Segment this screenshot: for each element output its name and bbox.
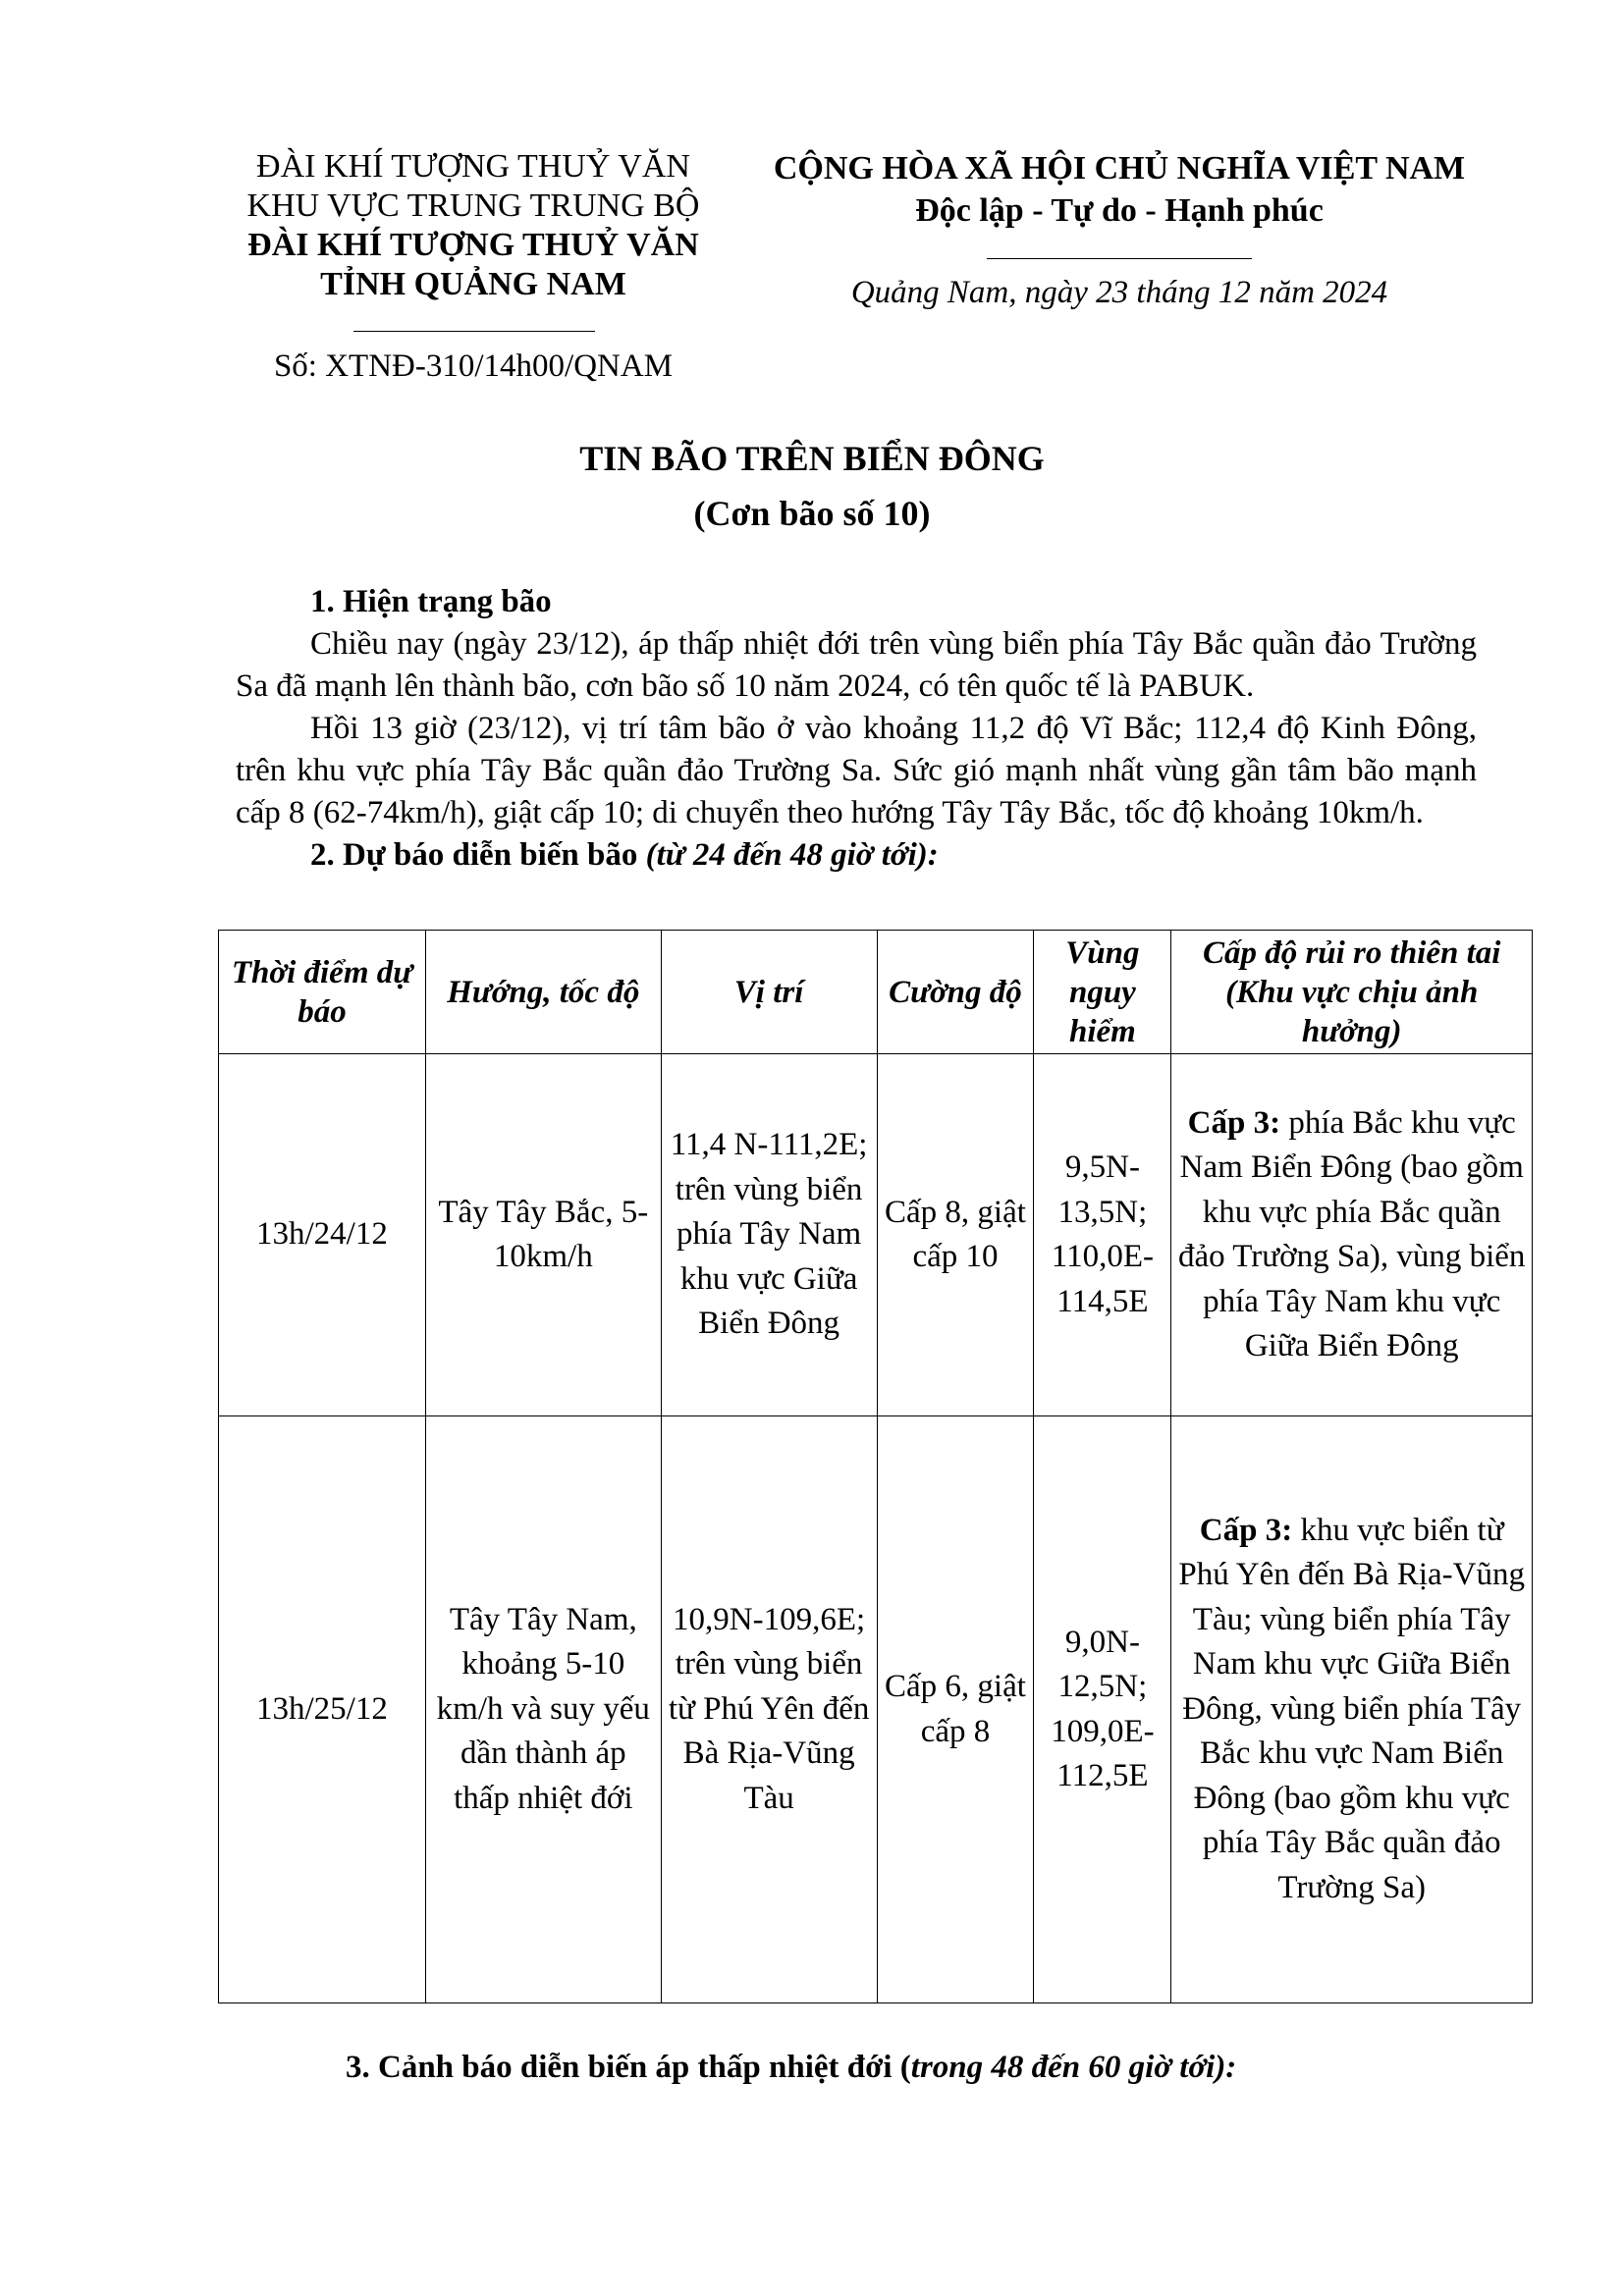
table-row: [219, 1054, 1533, 1416]
col-header-time: Thời điểm dự báo: [219, 931, 426, 1054]
agency-block: [208, 147, 738, 304]
cell-risk: [1171, 1416, 1533, 2003]
national-header: [727, 147, 1512, 232]
cell-risk: [1171, 1054, 1533, 1416]
station-line-2: TỈNH QUẢNG NAM: [320, 266, 626, 302]
section-1-heading: 1. Hiện trạng bão: [310, 584, 552, 619]
forecast-table: [218, 930, 1533, 2003]
section-2-heading: 2. Dự báo diễn biến bão: [310, 837, 638, 873]
motto: Độc lập - Tự do - Hạnh phúc: [915, 192, 1324, 229]
motto-divider: [987, 258, 1252, 259]
cell-intensity: Cấp 6, giật cấp 8: [877, 1416, 1034, 2003]
risk-level: Cấp 3:: [1199, 1512, 1293, 1548]
cell-direction: Tây Tây Bắc, 5-10km/h: [425, 1054, 661, 1416]
risk-area: khu vực biển từ Phú Yên đến Bà Rịa-Vũng Tàu; vùng biển phía Tây Nam khu vực Giữa Biển Đông, vùng biển phía Tây Bắc khu vực Nam Biển Đông (bao gồm khu vực phía Tây Bắc quần đảo Trường Sa): [1178, 1512, 1525, 1905]
table-row: [219, 1416, 1533, 2003]
cell-time: 13h/25/12: [219, 1416, 426, 2003]
risk-area: phía Bắc khu vực Nam Biển Đông (bao gồm khu vực phía Bắc quần đảo Trường Sa), vùng biển phía Tây Nam khu vực Giữa Biển Đông: [1177, 1104, 1526, 1363]
country-name: CỘNG HÒA XÃ HỘI CHỦ NGHĨA VIỆT NAM: [773, 150, 1466, 187]
col-header-direction: Hướng, tốc độ: [425, 931, 661, 1054]
cell-intensity: Cấp 8, giật cấp 10: [877, 1054, 1034, 1416]
doc-number: Số: XTNĐ-310/14h00/QNAM: [273, 348, 674, 384]
risk-level: Cấp 3:: [1187, 1104, 1281, 1141]
section-3-heading: 3. Cảnh báo diễn biến áp thấp nhiệt đới (: [346, 2050, 911, 2085]
section-3-heading-note: trong 48 đến 60 giờ tới):: [910, 2050, 1237, 2085]
col-header-risk: Cấp độ rủi ro thiên tai (Khu vực chịu ảnh hưởng): [1171, 931, 1533, 1054]
station-line-1: ĐÀI KHÍ TƯỢNG THUỶ VĂN: [247, 227, 699, 263]
col-header-position: Vị trí: [661, 931, 877, 1054]
cell-danger-zone: 9,5N-13,5N; 110,0E-114,5E: [1034, 1054, 1171, 1416]
page-title: TIN BÃO TRÊN BIỂN ĐÔNG: [579, 439, 1045, 478]
section-1: [236, 581, 1477, 877]
place-date: Quảng Nam, ngày 23 tháng 12 năm 2024: [850, 275, 1388, 310]
agency-divider: [353, 331, 595, 332]
page-subtitle: (Cơn bão số 10): [693, 494, 931, 533]
section-3: [236, 2047, 1477, 2089]
cell-position: 10,9N-109,6E; trên vùng biển từ Phú Yên đến Bà Rịa-Vũng Tàu: [661, 1416, 877, 2003]
section-2-heading-note: (từ 24 đến 48 giờ tới):: [645, 837, 939, 873]
cell-position: 11,4 N-111,2E; trên vùng biển phía Tây Nam khu vực Giữa Biển Đông: [661, 1054, 877, 1416]
cell-direction: Tây Tây Nam, khoảng 5-10 km/h và suy yếu dần thành áp thấp nhiệt đới: [425, 1416, 661, 2003]
section-1-para-2: Hồi 13 giờ (23/12), vị trí tâm bão ở vào khoảng 11,2 độ Vĩ Bắc; 112,4 độ Kinh Đông, trên khu vực phía Tây Bắc quần đảo Trường Sa. Sức gió mạnh nhất vùng gần tâm bão mạnh cấp 8 (62-74km/h), giật cấp 10; di chuyển theo hướng Tây Tây Bắc, tốc độ khoảng 10km/h.: [236, 711, 1477, 830]
agency-line-2: KHU VỰC TRUNG TRUNG BỘ: [246, 187, 700, 224]
cell-time: 13h/24/12: [219, 1054, 426, 1416]
table-header-row: [219, 931, 1533, 1054]
cell-danger-zone: 9,0N-12,5N; 109,0E-112,5E: [1034, 1416, 1171, 2003]
section-1-para-1: Chiều nay (ngày 23/12), áp thấp nhiệt đới trên vùng biển phía Tây Bắc quần đảo Trường Sa đã mạnh lên thành bão, cơn bão số 10 năm 2024, có tên quốc tế là PABUK.: [236, 626, 1477, 704]
col-header-intensity: Cường độ: [877, 931, 1034, 1054]
col-header-danger-zone: Vùng nguy hiểm: [1034, 931, 1171, 1054]
agency-line-1: ĐÀI KHÍ TƯỢNG THUỶ VĂN: [256, 148, 690, 185]
